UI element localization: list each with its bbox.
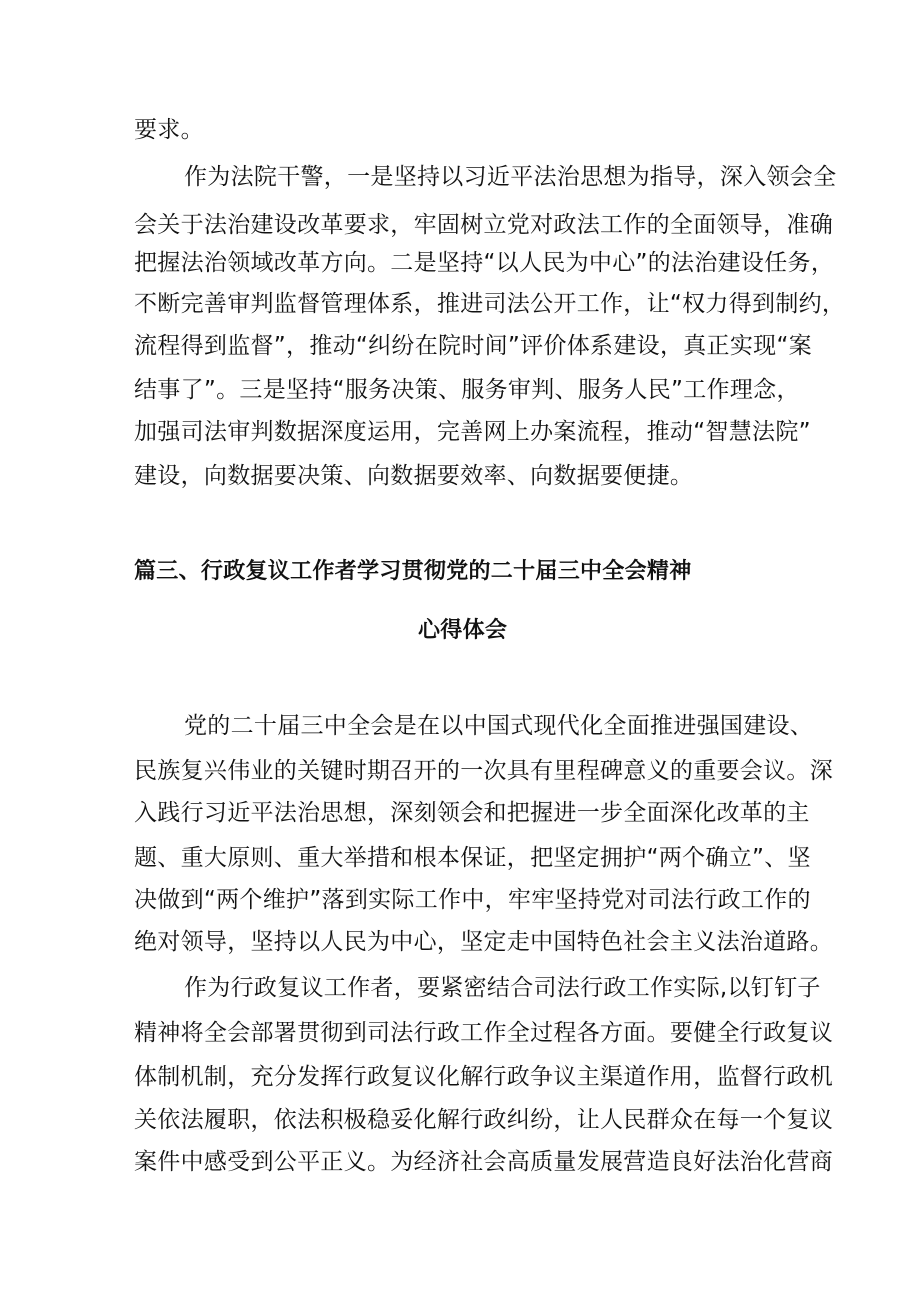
text-line: 民族复兴伟业的关键时期召开的一次具有里程碑意义的重要会议。深 — [134, 758, 833, 784]
text-line: 加强司法审判数据深度运用，完善网上办案流程，推动“智慧法院” — [134, 419, 811, 445]
paragraph-intro — [0, 110, 920, 150]
text-line: 案件中感受到公平正义。为经济社会高质量发展营造良好法治化营商 — [134, 1149, 833, 1175]
section-heading-line1 — [0, 552, 920, 592]
text-line: 体制机制，充分发挥行政复议化解行政争议主渠道作用，监督行政机 — [134, 1064, 833, 1090]
text-line: 要求。 — [134, 117, 204, 143]
text-line: 流程得到监督”，推动“纠纷在院时间”评价体系建设，真正实现“案 — [134, 333, 812, 359]
text-line: 题、重大原则、重大举措和根本保证，把坚定拥护“两个确立”、坚 — [134, 845, 811, 871]
text-line: 入践行习近平法治思想，深刻领会和把握进一步全面深化改革的主 — [134, 800, 810, 826]
text-line: 把握法治领域改革方向。二是坚持“以人民为中心”的法治建设任务， — [134, 250, 835, 276]
text-line: 关依法履职，依法积极稳妥化解行政纠纷，让人民群众在每一个复议 — [134, 1107, 833, 1133]
text-line: 结事了”。三是坚持“服务决策、服务审判、服务人民”工作理念， — [134, 377, 800, 403]
section-heading-line2 — [0, 611, 920, 651]
section-heading-text: 篇三、行政复议工作者学习贯彻党的二十届三中全会精神 — [134, 559, 692, 584]
text-line: 作为行政复议工作者，要紧密结合司法行政工作实际,以钉钉子 — [184, 975, 821, 1001]
text-line: 作为法院干警，一是坚持以习近平法治思想为指导，深入领会全 — [184, 164, 837, 190]
text-line: 建设，向数据要决策、向数据要效率、向数据要便捷。 — [134, 463, 694, 489]
text-line: 精神将全会部署贯彻到司法行政工作全过程各方面。要健全行政复议 — [134, 1020, 833, 1046]
text-line: 不断完善审判监督管理体系，推进司法公开工作，让“权力得到制约， — [134, 291, 846, 317]
text-line: 绝对领导，坚持以人民为中心，坚定走中国特色社会主义法治道路。 — [134, 929, 833, 955]
text-line: 决做到“两个维护”落到实际工作中，牢牢坚持党对司法行政工作的 — [134, 887, 811, 913]
text-line: 党的二十届三中全会是在以中国式现代化全面推进强国建设、 — [184, 713, 814, 739]
text-line: 会关于法治建设改革要求，牢固树立党对政法工作的全面领导，准确 — [134, 212, 833, 238]
section-heading-subtitle: 心得体会 — [418, 618, 508, 643]
